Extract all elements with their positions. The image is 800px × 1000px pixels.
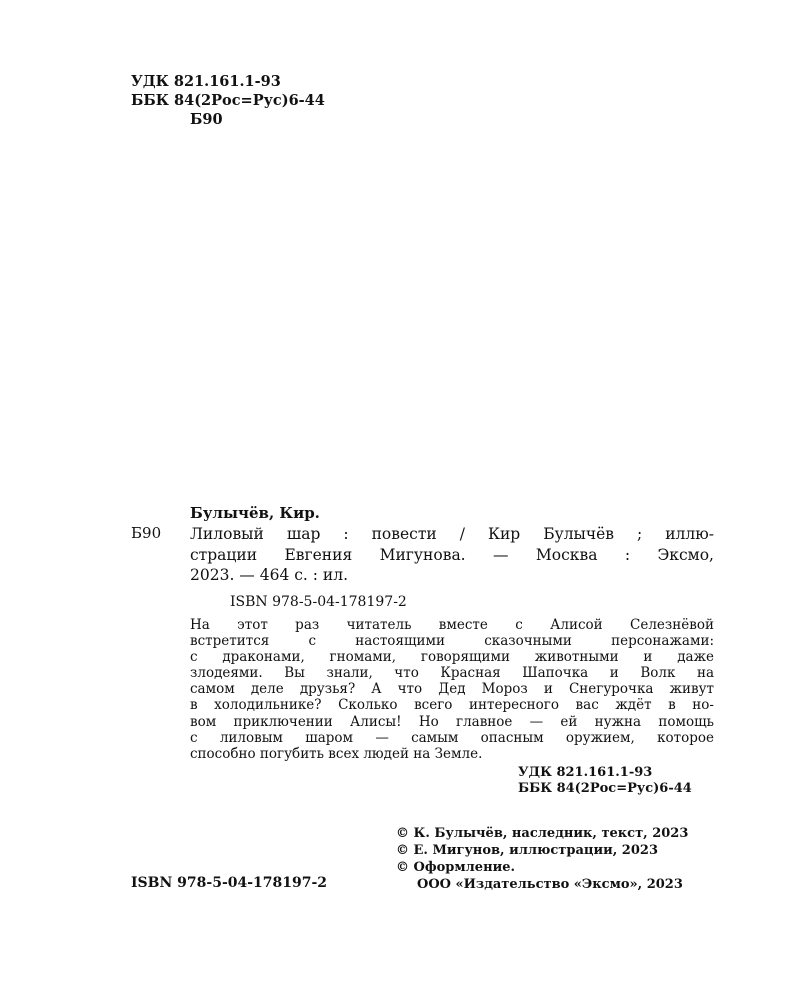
bibliographic-line: Лиловый шар : повести / Кир Булычёв ; иллю- — [190, 525, 714, 543]
isbn-bottom: ISBN 978-5-04-178197-2 — [131, 875, 328, 891]
annotation — [190, 617, 714, 762]
author-sign: Б90 — [131, 524, 162, 542]
copyright-publisher: ООО «Издательство «Эксмо», 2023 — [417, 877, 683, 892]
bibliographic-description — [190, 524, 714, 586]
copyright-text: © К. Булычёв, наследник, текст, 2023 — [396, 826, 689, 841]
annotation-line: способно погубить всех людей на Земле. — [190, 745, 483, 762]
annotation-line: злодеями. Вы знали, что Красная Шапочка и Волк на — [190, 665, 714, 682]
bbk-code-top: ББК 84(2Рос=Рус)6-44 — [131, 92, 325, 109]
udk-code: УДК 821.161.1-93 — [518, 765, 653, 780]
copyright-illustrations: © Е. Мигунов, иллюстрации, 2023 — [396, 843, 658, 858]
bibliographic-line: страции Евгения Мигунова. — Москва : Эксмо, — [190, 545, 714, 564]
annotation-line: с лиловым шаром — самым опасным оружием, которое — [190, 729, 714, 746]
annotation-line: с драконами, гномами, говорящими животными и даже — [190, 649, 714, 666]
annotation-line: встретится с настоящими сказочными персонажами: — [190, 633, 714, 650]
annotation-line: самом деле друзья? А что Дед Мороз и Снегурочка живут — [190, 681, 714, 698]
bbk-code: ББК 84(2Рос=Рус)6-44 — [518, 781, 692, 796]
author-sign-top: Б90 — [190, 111, 223, 128]
copyright-block — [396, 825, 688, 893]
copyright-design: © Оформление. — [396, 860, 516, 875]
annotation-line: вом приключении Алисы! Но главное — ей нужна помощь — [190, 713, 714, 730]
udk-code-top: УДК 821.161.1-93 — [131, 73, 281, 90]
annotation-line: На этот раз читатель вместе с Алисой Селезнёвой — [190, 617, 714, 633]
isbn-entry: ISBN 978-5-04-178197-2 — [230, 594, 407, 610]
classification-block — [518, 765, 692, 797]
annotation-line: в холодильнике? Сколько всего интересного вас ждёт в но- — [190, 697, 714, 714]
bibliographic-line: 2023. — 464 с. : ил. — [190, 566, 349, 584]
author-name: Булычёв, Кир. — [190, 504, 320, 522]
